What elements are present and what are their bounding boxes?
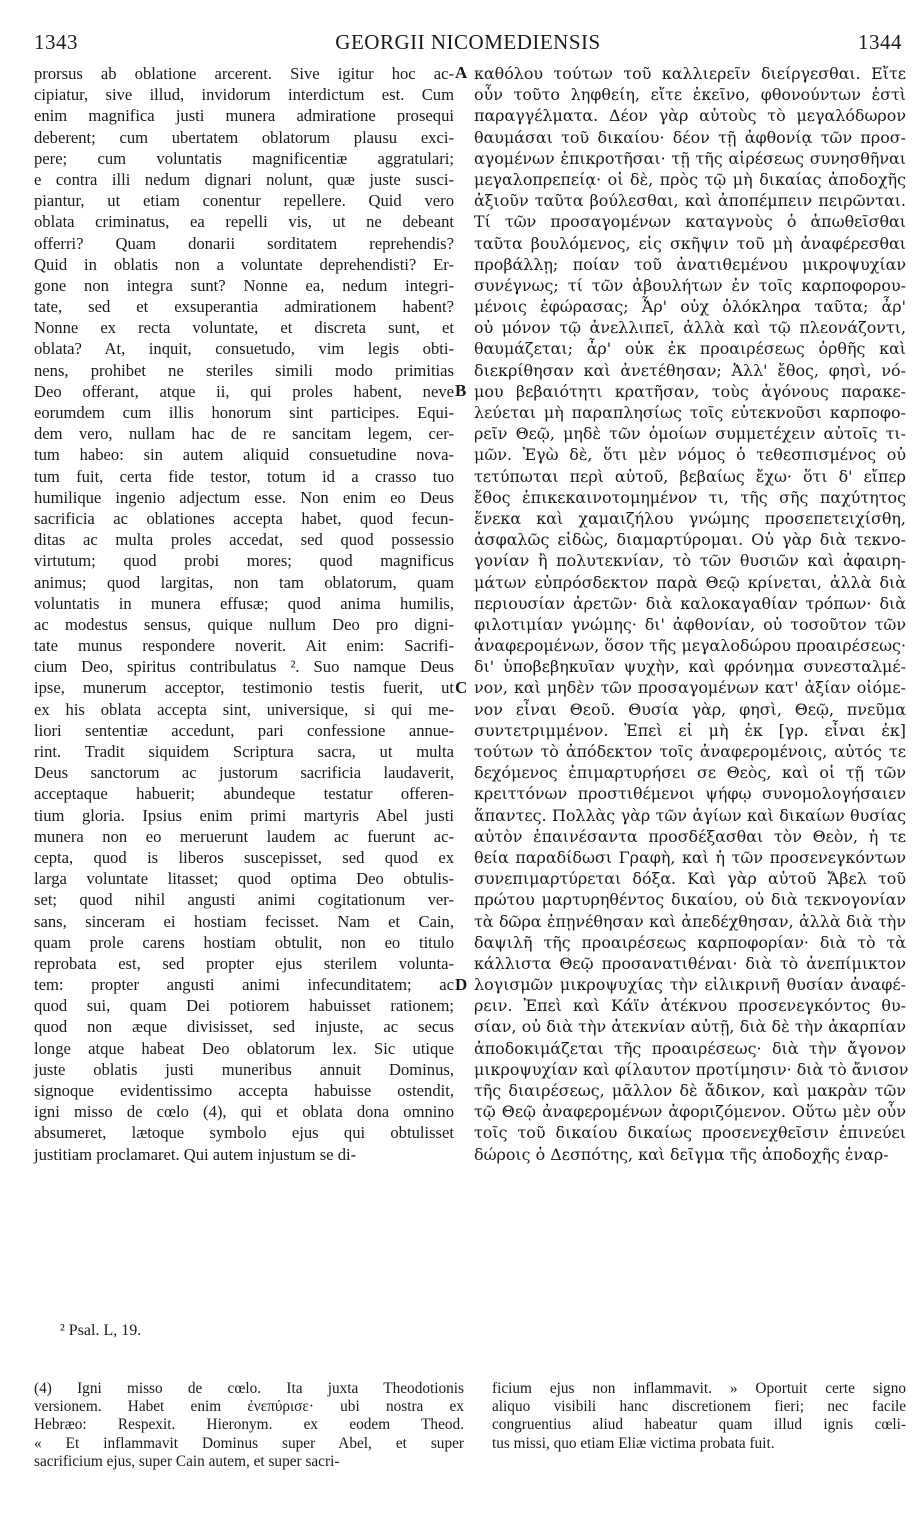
- greek-text-line: ρειν. Ἐπεὶ καὶ Κάϊν ἀτέκνου προσενεγκόντος θυ-: [474, 996, 906, 1016]
- section-marker: B: [455, 381, 467, 400]
- latin-text-line: nens, prohibet ne steriles simili modo primitias: [34, 360, 454, 380]
- greek-text-line: συντετριμμένον. Ἐπεὶ εἰ μὴ ἐκ [γρ. εἶναι ἐκ]: [474, 720, 906, 740]
- latin-text-line: enim magnifica justi munera admiratione prosequi: [34, 106, 454, 126]
- note-line: « Et inflammavit Dominus super Abel, et super: [34, 1434, 464, 1452]
- greek-text-line: δεχόμενος ἐπιμαρτυρήσει σε Θεὸς, καὶ οἱ τῇ τῶν: [474, 763, 906, 783]
- greek-text-line: αγομένων ἐπικροτῆσαι· τῇ τῆς αἱρέσεως συνησθῆναι: [474, 148, 906, 168]
- latin-text-line: larga voluntate litasset; quod optima Deo obtulis-: [34, 869, 454, 889]
- notes-right-column: [492, 1380, 906, 1453]
- latin-text-line: set; quod nihil angusti animi cogitationum ver-: [34, 890, 454, 910]
- latin-text-line: tum fuit, certa fide testor, totum id a crasso tuo: [34, 466, 454, 486]
- greek-text-line: ἔθος ἐπικεκαινοτομημένον τι, τῆς σῆς παχύτητος: [474, 487, 906, 507]
- latin-text-line: reprobata est, sed propter ejus sterilem volunta-: [34, 953, 454, 973]
- greek-text-line: νον εἶναι Θεοῦ. Θυσία γὰρ, φησὶ, Θεῷ, πνεῦμα: [474, 699, 906, 719]
- latin-text-line: piantur, ut etiam conentur repellere. Quid vero: [34, 191, 454, 211]
- latin-text-line: cipiatur, sive illud, invidorum interdictum est. Cum: [34, 85, 454, 105]
- latin-text-line: sans, sinceram ei hostiam fecisset. Nam et Cain,: [34, 911, 454, 931]
- latin-text-line: e contra illi nedum dignari nolunt, quæ juste susci-: [34, 169, 454, 189]
- latin-column: [34, 63, 454, 1165]
- greek-text-line: φιλοτιμίαν γνώμης· δι' ἀφθονίαν, οὐ τοσοῦτον τῶν: [474, 614, 906, 634]
- page-number-left: 1343: [34, 30, 78, 54]
- latin-text-line: absumeret, lætoque symbolo ejus qui obtulisset: [34, 1123, 454, 1143]
- latin-text-line: dem vero, nullam hac de re sancitam legem, cer-: [34, 424, 454, 444]
- latin-text-line: prorsus ab oblatione arcerent. Sive igitur hoc ac-: [34, 64, 454, 83]
- latin-text-line: quod sui, quam Dei potiorem habuisset rationem;: [34, 996, 454, 1016]
- greek-text-line: περιουσίαν ἀρετῶν· διὰ καλοκαγαθίαν τρόπων· διὰ: [474, 593, 906, 613]
- latin-text-line: ipse, munerum acceptor, testimonio testis fuerit, ut: [34, 678, 454, 698]
- note-line: sacrificium ejus, super Cain autem, et super sacri-: [34, 1452, 340, 1470]
- greek-text-line: τὰ δῶρα ἐπῃνέθησαν καὶ ἀπεδέχθησαν, ἀλλὰ διὰ τὴν: [474, 911, 906, 931]
- greek-text-line: γονίαν ἢ πολυτεκνίαν, τὸ τῶν θυσιῶν καὶ ἀφαιρη-: [474, 551, 906, 571]
- latin-text-line: gone non integra sunt? Nonne ea, nedum integri-: [34, 275, 454, 295]
- greek-text-line: ἀσφαλῶς εἰδὼς, διαμαρτύρομαι. Οὐ γὰρ διὰ τεκνο-: [474, 530, 906, 550]
- latin-text-line: voluntatis in munera effusæ; quod anima humilis,: [34, 593, 454, 613]
- section-marker: A: [455, 63, 468, 82]
- greek-text-line: μάτων εὐπρόσδεκτον παρὰ Θεῷ κρίνεται, ἀλλὰ διὰ: [474, 572, 906, 592]
- latin-text-line: rint. Tradit siquidem Scriptura sacra, ut multa: [34, 742, 454, 761]
- greek-text-line: μου βεβαιότητι κρατῆσαν, τοὺς ἀγόνους παρακε-: [474, 381, 906, 401]
- greek-text-line: ἀποδοκιμάζεται τῆς προαιρέσεως· διὰ τὴν ἄγονον: [474, 1038, 906, 1058]
- greek-text-line: μῶν. Ἐγὼ δὲ, ὅτι μὲν νόμος ὁ τεθεσπισμένος οὐ: [474, 445, 906, 465]
- greek-text-line: ἕνεκα καὶ χαμαιζήλου γνώμης προσεπετειχίσθη,: [474, 508, 906, 528]
- latin-text-line: oblata? At, inquit, consuetudo, vim legis obti-: [34, 339, 454, 359]
- greek-text-line: ταῦτα βουλόμενος, εἰς σκῆψιν τοῦ μὴ ἀναφέρεσθαι: [474, 233, 906, 253]
- latin-text-line: eorumdem cum illis honorum sint participes. Equi-: [34, 403, 454, 422]
- latin-text-line: quod non æque divisisset, sed injuste, ac secus: [34, 1017, 454, 1037]
- latin-text-line: deberent; cum ubertatem oblatorum plausu exci-: [34, 127, 454, 147]
- latin-text-line: cium Deo, spiritus contribulatus ². Suo namque Deus: [34, 657, 454, 677]
- greek-text-line: θεία παραδίδωσι Γραφὴ, καὶ ἡ τῶν προσενεγκόντων: [474, 847, 906, 867]
- note-line: ficium ejus non inflammavit. » Oportuit certe signo: [492, 1380, 906, 1397]
- greek-text-line: ρεῖν Θεῷ, μηδὲ τῶν ὁμοίων συμμετέχειν αὐτοῖς τι-: [474, 424, 906, 444]
- latin-text-line: igni misso de cœlo (4), qui et oblata dona omnino: [34, 1102, 454, 1122]
- latin-text-line: animus; quod largitas, non tam oblatorum, quam: [34, 572, 454, 592]
- greek-text-line: μένοις ἐφώρασας; Ἆρ' οὐχ ὁλόκληρα ταῦτα; ἆρ': [474, 297, 906, 317]
- greek-text-line: οὐ μόνον τῷ ἀνελλιπεῖ, ἀλλὰ καὶ τῷ πλεονάζοντι,: [474, 318, 906, 338]
- greek-text-line: συνέγνως; τί τῶν ἀβουλήτων ἐν τοῖς καρποφορου-: [474, 275, 906, 295]
- greek-text-line: τῷ Θεῷ ἀναφερομένων ἀφοριζόμενον. Οὕτω μὲν οὖν: [474, 1102, 906, 1122]
- section-marker: D: [455, 974, 468, 994]
- greek-text-line: λογισμῶν μικροψυχίας τὴν εἰλικρινῆ θυσίαν ἀναφέ-: [474, 975, 906, 995]
- running-title: GEORGII NICOMEDIENSIS: [335, 30, 601, 54]
- latin-text-line: tium gloria. Ipsius enim primi martyris Abel justi: [34, 805, 454, 825]
- section-marker: C: [455, 677, 468, 697]
- greek-text-line: δαψιλῆ τῆς προαιρέσεως καρποφορίαν· διὰ τὸ τὰ: [474, 932, 906, 952]
- latin-text-line: justitiam proclamaret. Qui autem injustum se di-: [34, 1144, 357, 1164]
- greek-text-line: παραγγέλματα. Δέον γὰρ αὐτοὺς τὸ μεγαλόδωρον: [474, 106, 906, 126]
- greek-text-line: σίαν, οὐ διὰ τὴν ἀτεκνίαν αὐτῇ, διὰ δὲ τὴν ἀκαρπίαν: [474, 1017, 906, 1037]
- note-line: tus missi, quo etiam Eliæ victima probata fuit.: [492, 1434, 775, 1452]
- latin-text-line: ac modestus sensus, quique nullum Deo pro digni-: [34, 614, 454, 634]
- latin-text-line: sacrificia ac oblationes accepta habet, quod fecun-: [34, 508, 454, 528]
- greek-text-line: τοῖς τοῦ δικαίου δικαίως προσενεχθεῖσιν ἐπινεύει: [474, 1123, 906, 1143]
- note-line: congruentius aliud habeatur quam illud ignis cœli-: [492, 1416, 906, 1434]
- latin-text-line: tem: propter angusti animi infecunditatem; ac: [34, 975, 454, 995]
- greek-text-line: συνεπιμαρτύρεται δόξα. Καὶ γὰρ αὐτοῦ Ἄβελ τοῦ: [474, 869, 906, 889]
- latin-text-line: quam prole carens hostiam obtulit, non eo titulo: [34, 932, 454, 952]
- latin-text-line: tum habeo: sin autem aliquid consuetudine nova-: [34, 445, 454, 465]
- greek-text-line: δι' ὑποβεβηκυῖαν ψυχὴν, καὶ φρόνημα συνεσταλμέ-: [474, 657, 906, 677]
- latin-text-line: Deo offerant, atque ii, qui proles habent, neve: [34, 381, 454, 401]
- greek-text-line: αὐτὸν ἐπαινέσαντα προσδέξασθαι τὸν Θεὸν, ἡ τε: [474, 826, 906, 846]
- greek-text-line: λεύεται μὴ παραπλησίως τοῖς εὐτεκνοῦσι καρποφο-: [474, 403, 906, 422]
- greek-text-line: ἀξιοῦν ταῦτα βούλεσθαι, καὶ ἀποπέμπειν πειρῶνται.: [474, 191, 906, 211]
- greek-text-line: τῆς διαιρέσεως, μᾶλλον δὲ ἄδικον, καὶ μακρὰν τῶν: [474, 1081, 906, 1100]
- greek-column: [474, 63, 909, 1165]
- greek-text-line: τούτων τὸ ἀπόδεκτον τοῖς ἀναφερομένοις, αὐτός τε: [474, 742, 906, 761]
- latin-text-line: acceptaque habuerit; abundeque testatur offeren-: [34, 784, 454, 804]
- page-header: [34, 30, 902, 64]
- latin-text-line: Deus sanctorum ac justorum sacrificia laudaverit,: [34, 763, 454, 783]
- note-line: aliquo visibili hanc discretionem fieri; nec facile: [492, 1398, 906, 1416]
- greek-text-line: διεκρίθησαν καὶ ἀνετέθησαν; Ἀλλ' ἔθος, φησὶ, νό-: [474, 360, 906, 380]
- greek-text-line: νον, καὶ μηδὲν τῶν προσαγομένων κατ' ἀξίαν οἰόμε-: [474, 678, 906, 698]
- latin-text-line: virtutum; quod probi mores; quod magnificus: [34, 551, 454, 571]
- greek-text-line: ἅπαντες. Πολλὰς γὰρ τῶν ἁγίων καὶ δικαίων θυσίας: [474, 805, 906, 825]
- latin-text-line: longe atque habeat Deo oblatorum lex. Sic utique: [34, 1038, 454, 1058]
- note-line: Hebræo: Respexit. Hieronym. ex eodem Theod.: [34, 1416, 464, 1434]
- latin-text-line: tate, sed et exsuperantia admirationem habent?: [34, 297, 454, 317]
- greek-text-line: μεγαλοπρεπείᾳ· οἱ δὲ, πρὸς τῷ μὴ δικαίας ἀποδοχῆς: [474, 169, 906, 189]
- latin-text-line: cepta, quod is liberos suscepisset, sed quod ex: [34, 847, 454, 867]
- latin-text-line: ditas ac multa proles accedat, sed quod possessio: [34, 530, 454, 550]
- greek-text-line: κρειττόνων προστιθέμενοι ψήφῳ συνομολογήσαιεν: [474, 784, 906, 804]
- latin-text-line: Quid in oblatis non a voluntate deprehendisti? Er-: [34, 254, 454, 274]
- greek-text-line: θαυμάζεται; ἆρ' οὐκ ἐκ προαιρέσεως ὀρθῆς καὶ: [474, 339, 906, 359]
- latin-text-line: signoque evidentissimo accepta habuisse ostendit,: [34, 1081, 454, 1100]
- latin-text-line: Nonne ex recta voluntate, et discreta sunt, et: [34, 318, 454, 338]
- latin-text-line: offerri? Quam donarii sorditatem reprehendis?: [34, 233, 454, 253]
- greek-text-line: Τί τῶν προσαγομένων καταγνοὺς ὁ ἀπωθεῖσθαι: [474, 212, 906, 232]
- latin-text-line: tate munus respondere noverit. Ait enim: Sacrifi-: [34, 636, 454, 656]
- greek-text-line: πρώτου μαρτυρηθέντος δικαίου, οὐ διὰ τεκνογονίαν: [474, 890, 906, 910]
- latin-text-line: pere; cum voluntatis magnificentiæ aggratulari;: [34, 148, 454, 168]
- notes-left-column: [34, 1380, 464, 1471]
- latin-text-line: juste oblatis justi muneribus annuit Dominus,: [34, 1059, 454, 1079]
- latin-text-line: oblata criminatus, ea repelli vis, ut ne debeant: [34, 212, 454, 232]
- latin-text-line: humilique ingenio adjectum esse. Non enim eo Deus: [34, 487, 454, 507]
- greek-text-line: ἀναφερομένων, ὅσον τῆς μεγαλοδώρου προαιρέσεως·: [474, 636, 906, 656]
- greek-text-line: τετύπωται περὶ αὐτοῦ, βεβαίως ἔχω· ὅτι δ' εἴπερ: [474, 466, 906, 486]
- greek-text-line: θαυμάσαι τοῦ δικαίου· δέον τῇ ἀφθονίᾳ τῶν προσ-: [474, 127, 906, 147]
- page-number-right: 1344: [858, 30, 902, 54]
- greek-text-line: μικροψυχίαν καὶ φίλαυτον προτίμησιν· διὰ τὸ ἄνισον: [474, 1059, 909, 1079]
- note-line: (4) Igni misso de cœlo. Ita juxta Theodotionis: [34, 1380, 464, 1397]
- latin-text-line: liori sententiæ accedunt, pari confessione annue-: [34, 720, 454, 740]
- latin-text-line: munera non eo meruerunt laudem ac fuerunt ac-: [34, 826, 454, 846]
- greek-text-line: δώροις ὁ Δεσπότης, καὶ δεῖγμα τῆς ἀποδοχῆς ἐναρ-: [474, 1144, 889, 1164]
- scripture-footnote: ² Psal. L, 19.: [60, 1322, 142, 1339]
- greek-text-line: καθόλου τούτων τοῦ καλλιερεῖν διείργεσθαι. Εἴτε: [474, 64, 906, 83]
- greek-text-line: κάλλιστα Θεῷ προσανατιθέναι· διὰ τὸ ἀνεπίμικτον: [474, 953, 906, 973]
- greek-text-line: οὖν τοῦτο ληφθείη, εἴτε ἐκεῖνο, φθονούντων ἐστὶ: [474, 85, 906, 105]
- note-line: versionem. Habet enim ἐνεπύρισε· ubi nostra ex: [34, 1398, 464, 1416]
- greek-text-line: προβάλλῃ; ποίαν τοῦ ἀνατιθεμένου μικροψυχίαν: [474, 254, 906, 274]
- latin-text-line: ex his oblata accepta sint, universique, si qui me-: [34, 699, 454, 719]
